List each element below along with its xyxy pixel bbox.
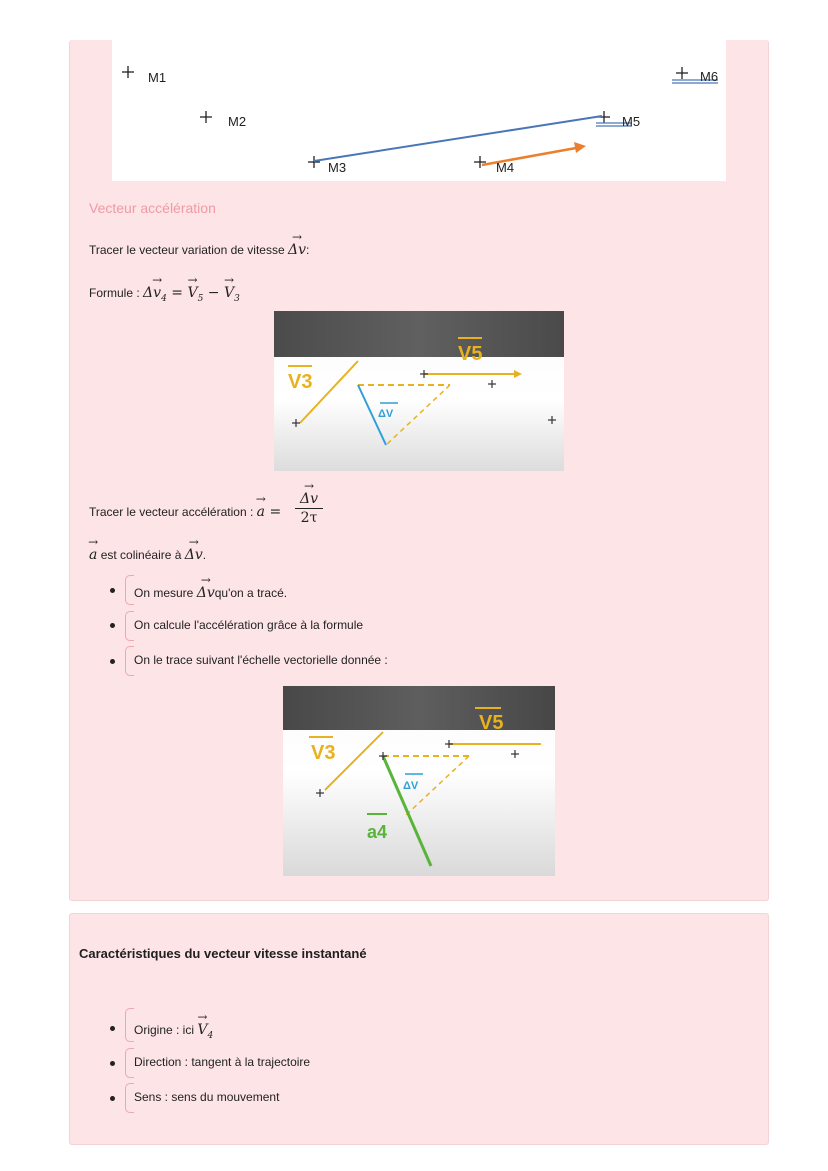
vectors-svg-2 xyxy=(283,686,555,876)
point-label-m4: M4 xyxy=(496,160,515,175)
dv-symbol: → Δv xyxy=(288,242,306,258)
bullet-bar xyxy=(125,1048,134,1078)
trace-accel-line xyxy=(89,500,281,520)
characteristics-title: Caractéristiques du vecteur vitesse instantané xyxy=(79,946,367,961)
colinear-line: → a est colinéaire à → Δv. xyxy=(89,543,206,563)
accel-fraction: → Δv 2τ xyxy=(295,486,323,527)
label-v3: V3 xyxy=(311,742,336,764)
acceleration-figure xyxy=(283,686,555,876)
bullet-bar xyxy=(125,1008,134,1042)
bullet-dot xyxy=(110,1061,115,1066)
label-a4: a4 xyxy=(367,822,388,842)
bullet-dot xyxy=(110,623,115,628)
bullet-dot xyxy=(110,659,115,664)
trace-dv-text: Tracer le vecteur variation de vitesse xyxy=(89,243,285,257)
point-label-m6: M6 xyxy=(700,69,719,84)
bullet-dot xyxy=(110,1096,115,1101)
label-v3: V3 xyxy=(288,371,313,393)
bullet-dot xyxy=(110,588,115,593)
bullet-trace: On le trace suivant l'échelle vectorielle donnée : xyxy=(134,653,388,667)
trajectory-line xyxy=(314,116,602,161)
bullet-bar xyxy=(125,611,134,641)
point-label-m1: M1 xyxy=(148,70,167,85)
velocity-variation-figure xyxy=(274,311,564,471)
item-sense: Sens : sens du mouvement xyxy=(134,1090,280,1104)
label-dv: ΔV xyxy=(403,780,419,792)
bullet-bar xyxy=(125,1083,134,1113)
formula-math: $\Delta\to v_4$ = → $V_5$ − → $V_3$ xyxy=(143,285,240,301)
trajectory-svg xyxy=(112,40,726,181)
item-direction: Direction : tangent à la trajectoire xyxy=(134,1055,311,1069)
point-label-m2: M2 xyxy=(228,114,247,129)
bullet-measure: On mesure → Δvqu'on a tracé. xyxy=(134,581,287,601)
accel-formula: → a = xyxy=(257,504,282,520)
point-label-m3: M3 xyxy=(328,160,347,175)
formula-label: Formule : xyxy=(89,286,140,300)
trace-dv-line: Tracer le vecteur variation de vitesse → Δv: xyxy=(89,238,309,258)
label-dv: ΔV xyxy=(378,408,394,420)
formula-line xyxy=(89,281,240,307)
velocity-arrow-head xyxy=(574,142,586,153)
dashed-closure xyxy=(386,385,450,445)
point-label-m5: M5 xyxy=(622,114,641,129)
bullet-bar xyxy=(125,646,134,676)
label-v5: V5 xyxy=(479,712,504,734)
trace-accel-text: Tracer le vecteur accélération : xyxy=(89,505,254,519)
bullet-bar xyxy=(125,575,134,605)
a4-vector xyxy=(383,756,431,866)
section-heading: Vecteur accélération xyxy=(89,200,216,216)
item-origin: Origine : ici → $V_4$ xyxy=(134,1018,213,1044)
bullet-calculate: On calcule l'accélération grâce à la formule xyxy=(134,618,364,632)
bullet-dot xyxy=(110,1026,115,1031)
label-v5: V5 xyxy=(458,343,483,365)
vectors-svg xyxy=(274,311,564,471)
trajectory-figure xyxy=(112,40,726,181)
